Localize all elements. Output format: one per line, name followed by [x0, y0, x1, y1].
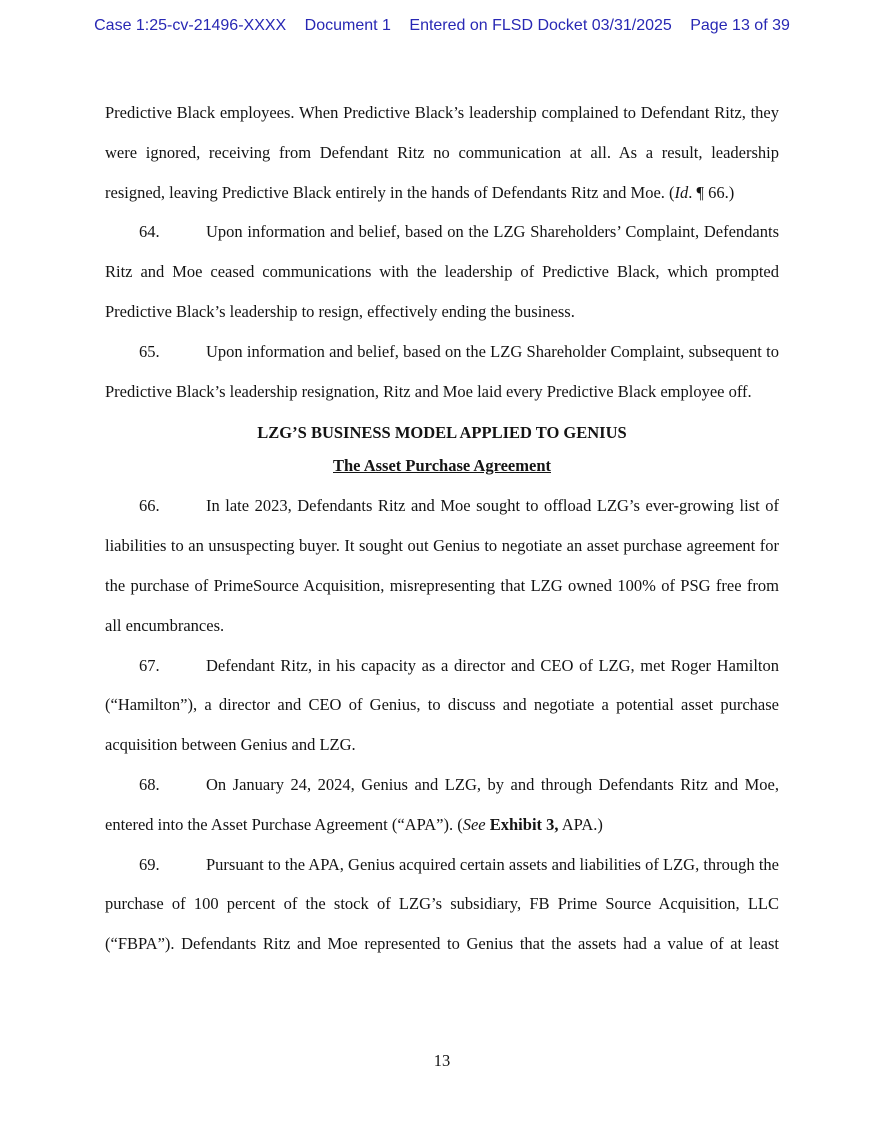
text-run: Pursuant to the APA, Genius acquired certain assets and liabilities of LZG, through the purchase of 100 percent of the stock of LZG’s subsidiary, FB Prime Source Acquisition, LLC (“FBPA”). Defendants Ritz and Moe represented to Genius that the assets had a value of at least [105, 854, 779, 954]
page-indicator: Page 13 of 39 [690, 17, 790, 34]
text-run: See [462, 814, 486, 834]
paragraph [105, 765, 779, 845]
text-run: In late 2023, Defendants Ritz and Moe sought to offload LZG’s ever-growing list of liabilities to an unsuspecting buyer. It sought out Genius to negotiate an asset purchase agreement for the purchase of PrimeSource Acquisition, misrepresenting that LZG owned 100% of PSG free from all encumbrances. [105, 496, 779, 635]
paragraph-number: 67. [139, 655, 160, 675]
page-number: 13 [433, 1051, 451, 1070]
paragraph [105, 332, 779, 412]
text-run: The Asset Purchase Agreement [333, 456, 551, 476]
text-run: On January 24, 2024, Genius and LZG, by and through Defendants Ritz and Moe, entered into the Asset Purchase Agreement (“APA”). ( [105, 774, 779, 834]
paragraph [105, 845, 779, 964]
paragraph-number: 65. [139, 341, 160, 361]
paragraph-number: 68. [139, 774, 160, 794]
text-run: Predictive Black employees. When Predictive Black’s leadership complained to Defendant Ritz, they were ignored, receiving from Defendant Ritz no communication at all. As a result, leadership resigned, leaving Predictive Black entirely in the hands of Defendants Ritz and Moe. ( [105, 103, 779, 202]
paragraph-number: 66. [139, 496, 160, 516]
paragraph [105, 93, 779, 212]
text-run: Exhibit 3, [489, 814, 559, 834]
paragraph [105, 212, 779, 331]
text-run: . ¶ 66.) [688, 182, 735, 202]
paragraph-number: 69. [139, 854, 160, 874]
case-number: Case 1:25-cv-21496-XXXX [94, 17, 287, 34]
text-run: Upon information and belief, based on the LZG Shareholders’ Complaint, Defendants Ritz and Moe ceased communications with the leadership of Predictive Black, which prompted Predictive Black’s leadership to resign, effectively ending the business. [105, 222, 779, 321]
docket-entry-date: Entered on FLSD Docket 03/31/2025 [409, 17, 672, 34]
paragraph [105, 646, 779, 765]
text-run: LZG’S BUSINESS MODEL APPLIED TO GENIUS [257, 423, 627, 443]
section-heading [105, 416, 779, 449]
text-run: Upon information and belief, based on the LZG Shareholder Complaint, subsequent to Predictive Black’s leadership resignation, Ritz and Moe laid every Predictive Black employee off. [105, 341, 779, 401]
paragraph-number: 64. [139, 222, 160, 242]
section-subheading [105, 449, 779, 482]
text-run: Id [674, 182, 689, 202]
paragraph [105, 486, 779, 645]
document-number: Document 1 [304, 17, 391, 34]
text-run: APA.) [558, 814, 603, 834]
text-run: Defendant Ritz, in his capacity as a director and CEO of LZG, met Roger Hamilton (“Hamilton”), a director and CEO of Genius, to discuss and negotiate a potential asset purchase acquisition between Genius and LZG. [105, 655, 779, 755]
